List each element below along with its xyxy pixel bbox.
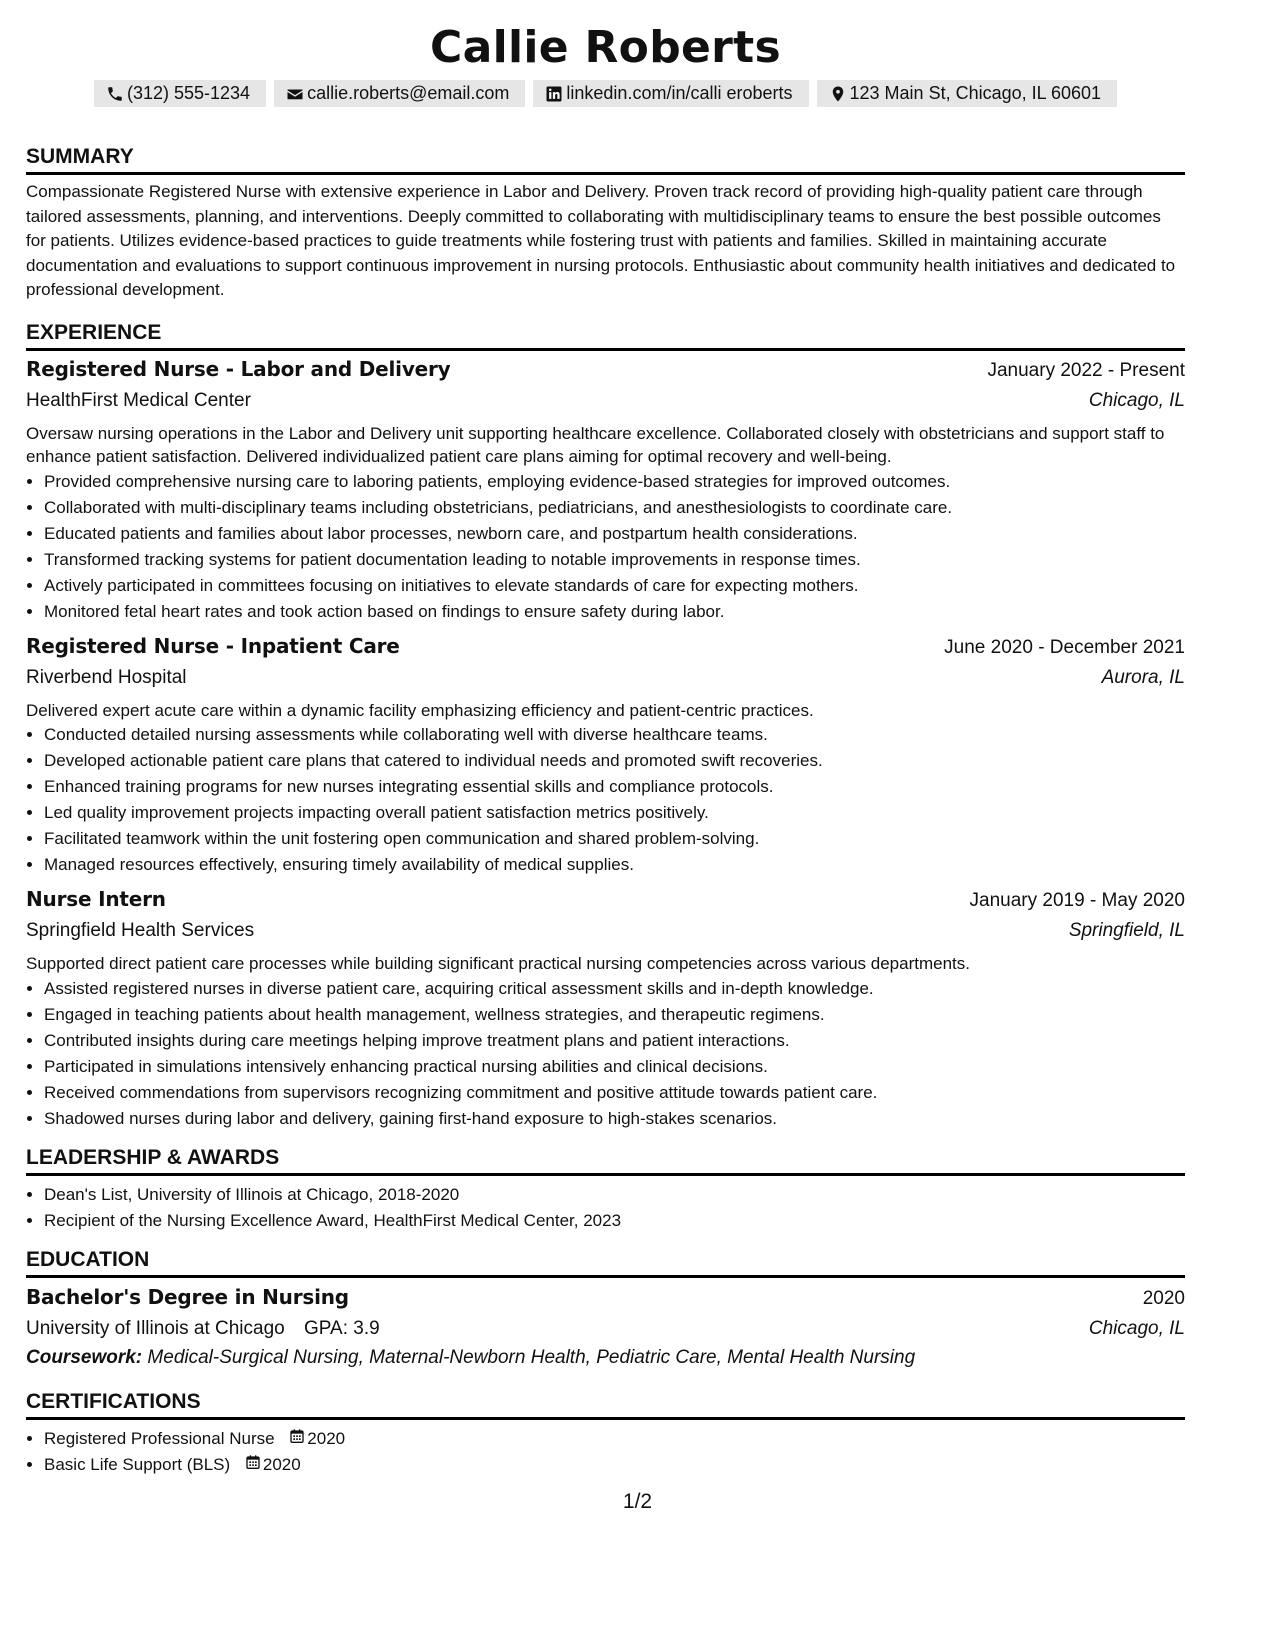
job-header-row: [26, 354, 1185, 386]
list-item: • Developed actionable patient care plans that catered to individual needs and promoted swift recoveries.: [44, 748, 1185, 774]
job-entry: [26, 631, 1185, 879]
job-location: Chicago, IL: [1088, 389, 1185, 411]
page-number: 1/2: [622, 1490, 653, 1513]
list-item: • Engaged in teaching patients about health management, wellness strategies, and therapeutic regimens.: [44, 1002, 1185, 1028]
certifications-heading: CERTIFICATIONS: [26, 1372, 1185, 1420]
list-item: [44, 1452, 1185, 1478]
school-info: [26, 1314, 380, 1344]
education-header-row: [26, 1282, 1185, 1314]
job-description: Delivered expert acute care within a dynamic facility emphasizing efficiency and patient-centric practices.: [26, 700, 814, 720]
job-dates: January 2019 - May 2020: [969, 890, 1185, 912]
graduation-year: 2020: [1142, 1287, 1185, 1309]
list-item: • Enhanced training programs for new nurses integrating essential skills and compliance protocols.: [44, 774, 1185, 800]
certifications-list: [26, 1426, 1185, 1478]
coursework-label: Coursework:: [26, 1346, 143, 1368]
list-item: • Facilitated teamwork within the unit fostering open communication and shared problem-solving.: [44, 826, 1185, 852]
job-org-row: [26, 916, 1185, 946]
certification-year: 2020: [262, 1454, 301, 1474]
contact-bar: [26, 80, 1185, 107]
calendar-icon: [245, 1452, 261, 1478]
job-organization: HealthFirst Medical Center: [26, 389, 251, 411]
summary-heading: SUMMARY: [26, 107, 1185, 175]
coursework-list: Medical-Surgical Nursing, Maternal-Newborn Health, Pediatric Care, Mental Health Nursing: [147, 1346, 916, 1368]
list-item: • Collaborated with multi-disciplinary teams including obstetricians, pediatricians, and anesthesiologists to coordinate care.: [44, 495, 1185, 521]
coursework: [26, 1344, 1185, 1372]
job-header-row: [26, 884, 1185, 916]
job-header-row: [26, 631, 1185, 663]
school-name: University of Illinois at Chicago: [26, 1317, 285, 1339]
summary-text: Compassionate Registered Nurse with extensive experience in Labor and Delivery. Proven track record of providing high-quality patient care through tailored assessments, planning, and interventions. Deeply committed to collaborating with multidisciplinary teams to ensure the best possible outcomes for patients. Utilizes evidence-based practices to guide treatments while fostering trust with patients and families. Skilled in maintaining accurate documentation and evaluations to support continuous improvement in nursing protocols. Enthusiastic about community health initiatives and dedicated to professional development.: [26, 182, 1176, 300]
contact-phone: [94, 80, 266, 107]
list-item: • Assisted registered nurses in diverse patient care, acquiring critical assessment skills and in-depth knowledge.: [44, 976, 1185, 1002]
job-location: Aurora, IL: [1101, 666, 1185, 688]
certification-name: Basic Life Support (BLS): [44, 1454, 231, 1474]
job-bullets: [26, 722, 1185, 878]
job-description: Oversaw nursing operations in the Labor and Delivery unit supporting healthcare excellence. Collaborated closely with obstetricians and support staff to enhance patient satisfaction. Delivered individualized patient care plans aiming for optimal recovery and well-being.: [26, 423, 1165, 467]
certification-year: 2020: [307, 1428, 346, 1448]
calendar-icon: [289, 1426, 305, 1452]
address-text: 123 Main St, Chicago, IL 60601: [849, 83, 1102, 103]
list-item: • Provided comprehensive nursing care to laboring patients, employing evidence-based strategies for improved outcomes.: [44, 469, 1185, 495]
contact-linkedin[interactable]: [533, 80, 808, 107]
job-org-row: [26, 386, 1185, 416]
job-org-row: [26, 663, 1185, 693]
awards-heading: LEADERSHIP & AWARDS: [26, 1132, 1185, 1176]
job-entry: [26, 354, 1185, 625]
certification-date: [245, 1452, 301, 1478]
awards-list: [26, 1182, 1185, 1234]
list-item: • Led quality improvement projects impacting overall patient satisfaction metrics positively.: [44, 800, 1185, 826]
list-item: • Participated in simulations intensively enhancing practical nursing abilities and clinical decisions.: [44, 1054, 1185, 1080]
list-item: • Actively participated in committees focusing on initiatives to elevate standards of care for expecting mothers.: [44, 573, 1185, 599]
linkedin-icon: [545, 85, 563, 103]
awards-section: [26, 1132, 1185, 1234]
experience-heading: EXPERIENCE: [26, 303, 1185, 351]
job-bullets: [26, 469, 1185, 625]
gpa: GPA: 3.9: [304, 1317, 380, 1339]
list-item: • Managed resources effectively, ensuring timely availability of medical supplies.: [44, 852, 1185, 878]
degree-title: Bachelor's Degree in Nursing: [26, 1284, 349, 1309]
certification-date: [289, 1426, 345, 1452]
job-bullets: [26, 976, 1185, 1132]
school-location: Chicago, IL: [1088, 1317, 1185, 1339]
list-item: • Conducted detailed nursing assessments while collaborating well with diverse healthcare teams.: [44, 722, 1185, 748]
summary-section: [26, 107, 1185, 303]
email-text: callie.roberts@email.com: [307, 83, 510, 103]
education-school-row: [26, 1314, 1185, 1344]
phone-text: (312) 555-1234: [126, 83, 251, 103]
certification-name: Registered Professional Nurse: [44, 1428, 275, 1448]
job-title: Registered Nurse - Labor and Delivery: [26, 356, 451, 381]
certifications-section: [26, 1372, 1185, 1478]
list-item: • Recipient of the Nursing Excellence Award, HealthFirst Medical Center, 2023: [44, 1208, 1185, 1234]
job-description: Supported direct patient care processes while building significant practical nursing competencies across various departments.: [26, 954, 970, 974]
linkedin-text: linkedin.com/in/calli eroberts: [566, 83, 793, 103]
candidate-name: Callie Roberts: [430, 22, 781, 73]
list-item: • Dean's List, University of Illinois at Chicago, 2018-2020: [44, 1182, 1185, 1208]
experience-section: [26, 303, 1185, 1132]
job-dates: June 2020 - December 2021: [944, 636, 1185, 658]
map-pin-icon: [829, 85, 847, 103]
list-item: • Received commendations from supervisors recognizing commitment and positive attitude towards patient care.: [44, 1080, 1185, 1106]
job-title: Nurse Intern: [26, 887, 166, 912]
list-item: • Shadowed nurses during labor and delivery, gaining first-hand exposure to high-stakes scenarios.: [44, 1106, 1185, 1132]
job-entry: [26, 884, 1185, 1132]
job-organization: Riverbend Hospital: [26, 666, 187, 688]
job-organization: Springfield Health Services: [26, 920, 255, 942]
education-heading: EDUCATION: [26, 1234, 1185, 1278]
job-title: Registered Nurse - Inpatient Care: [26, 633, 400, 658]
list-item: • Contributed insights during care meetings helping improve treatment plans and patient interactions.: [44, 1028, 1185, 1054]
job-location: Springfield, IL: [1068, 920, 1185, 942]
contact-email[interactable]: [274, 80, 525, 107]
list-item: • Transformed tracking systems for patient documentation leading to notable improvements in response times.: [44, 547, 1185, 573]
phone-icon: [106, 85, 124, 103]
envelope-icon: [286, 85, 304, 103]
list-item: [44, 1426, 1185, 1452]
list-item: • Monitored fetal heart rates and took action based on findings to ensure safety during labor.: [44, 599, 1185, 625]
list-item: • Educated patients and families about labor processes, newborn care, and postpartum health considerations.: [44, 521, 1185, 547]
contact-address: [817, 80, 1118, 107]
education-section: [26, 1234, 1185, 1372]
job-dates: January 2022 - Present: [987, 359, 1185, 381]
